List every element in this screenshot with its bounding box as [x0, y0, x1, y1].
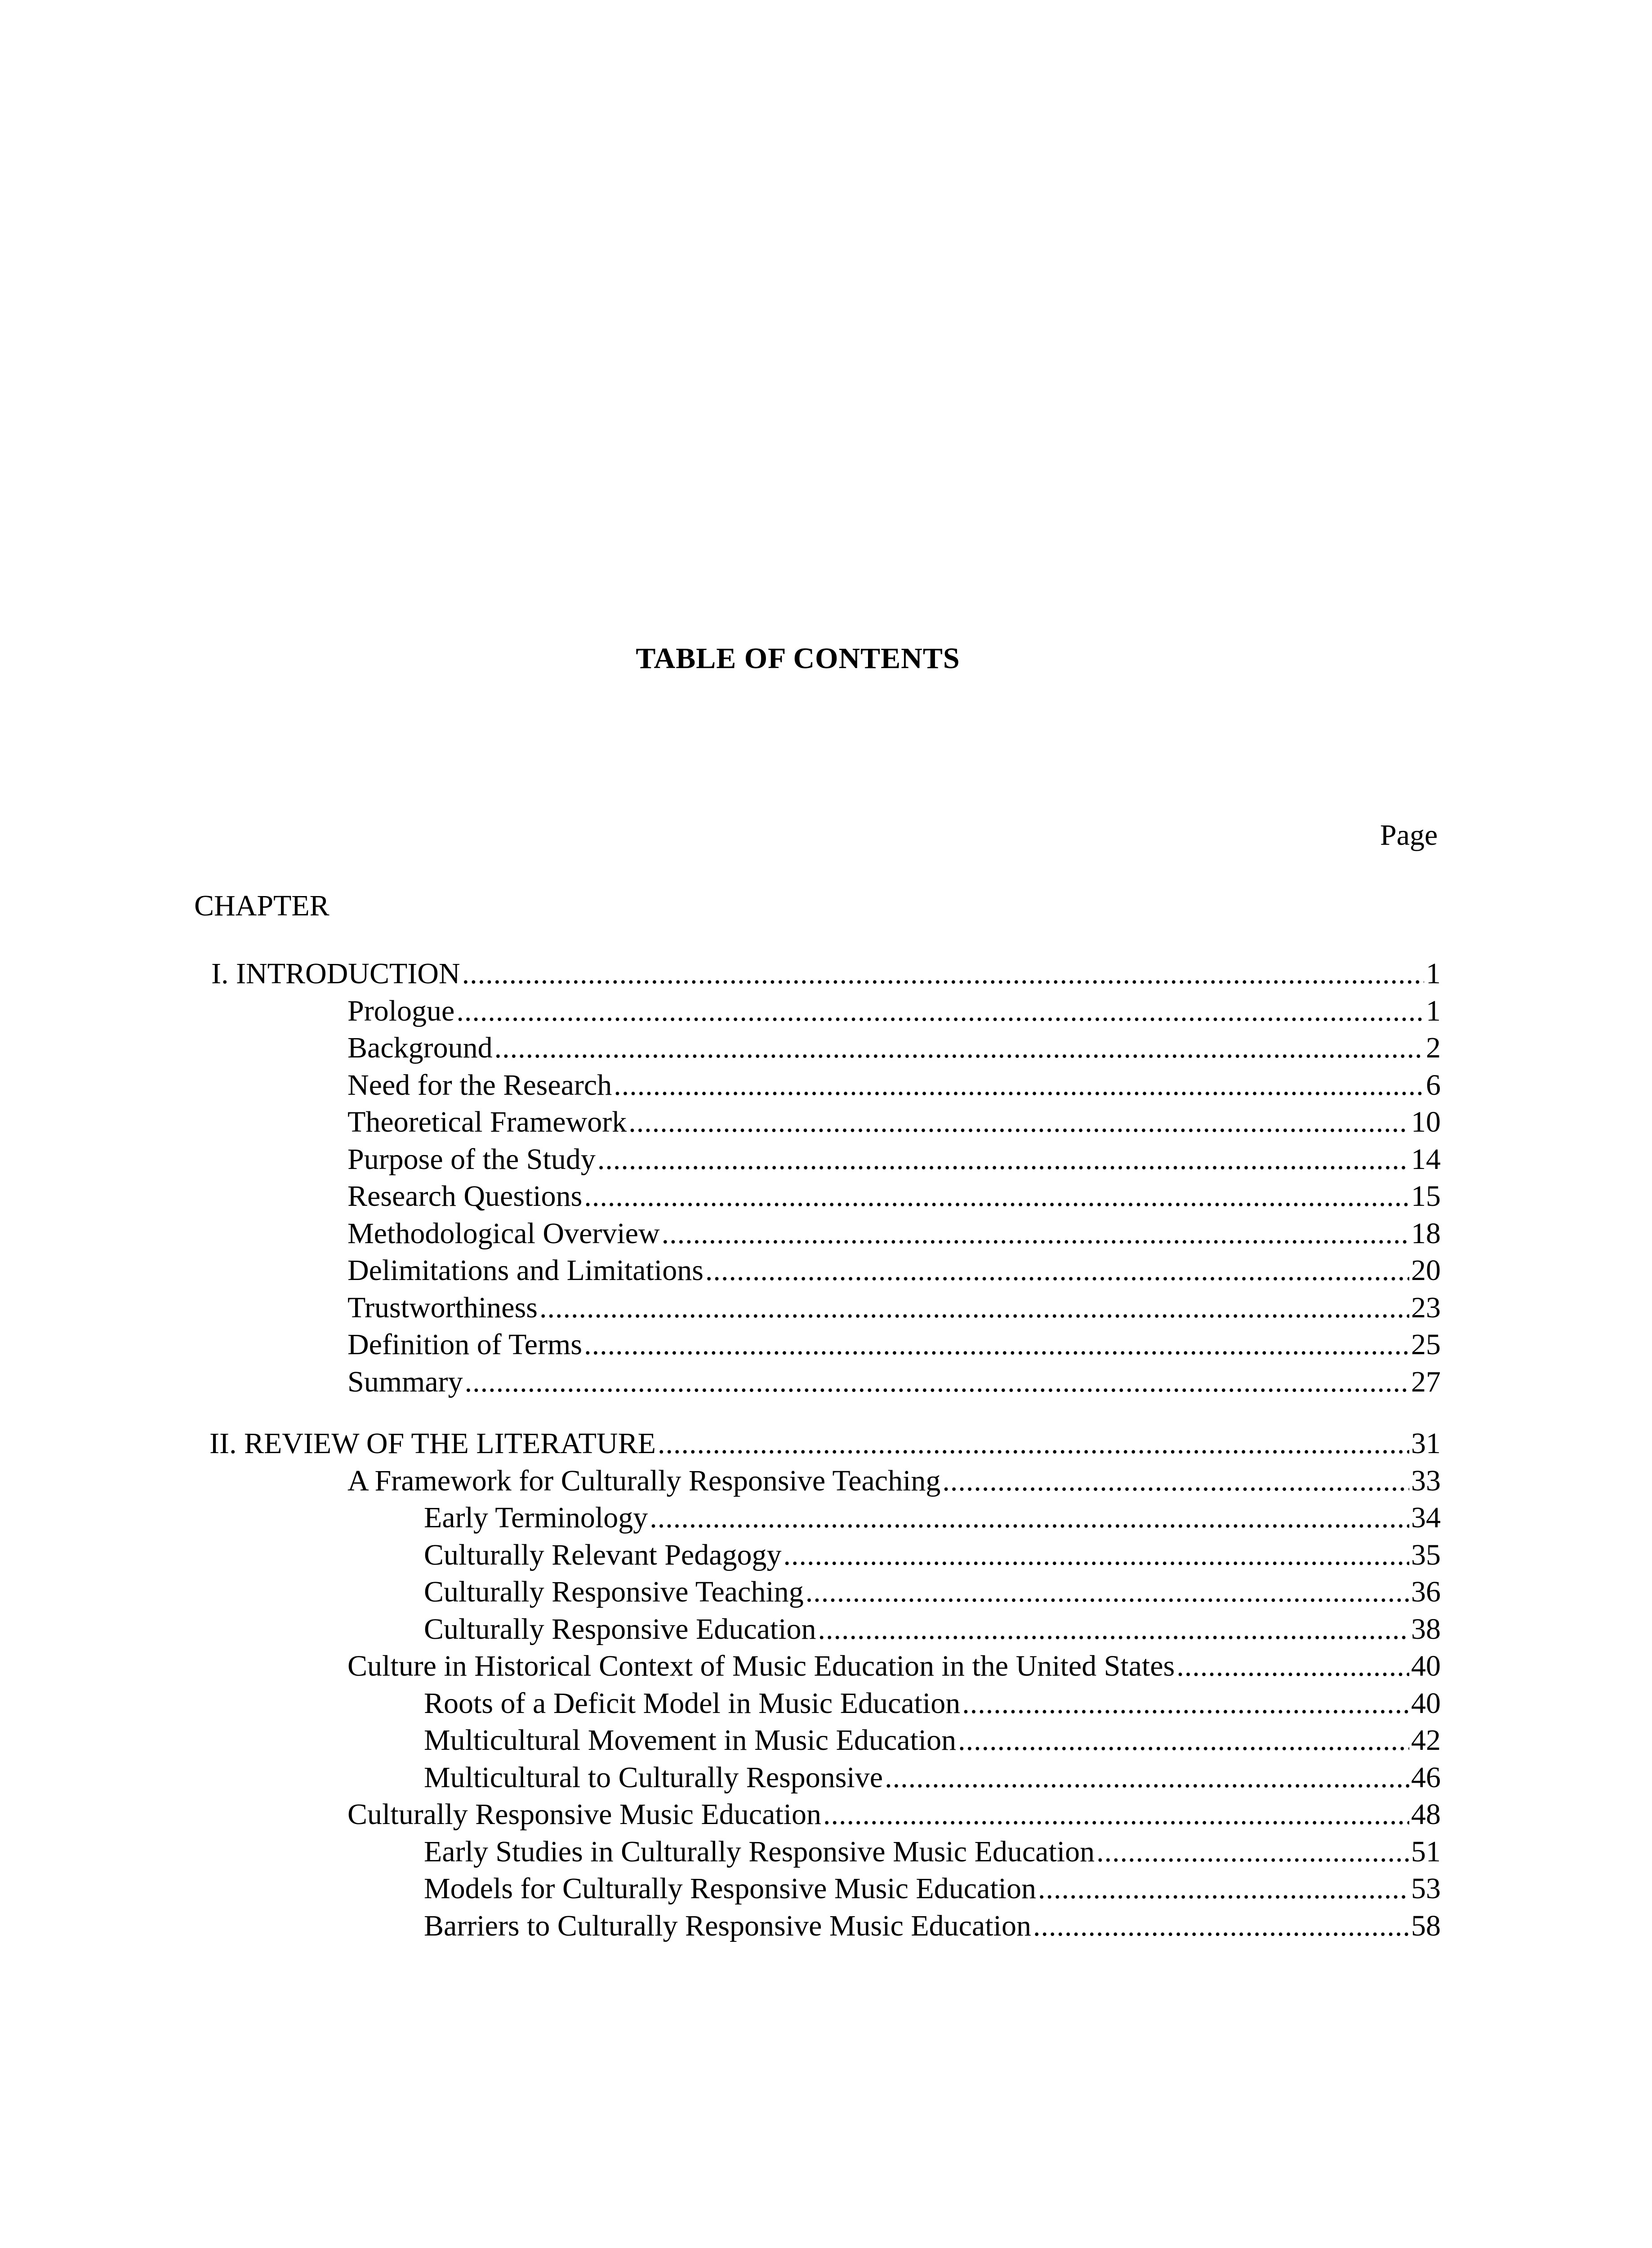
toc-section-entry[interactable]	[0, 1030, 1441, 1067]
leader-dots	[658, 1425, 1409, 1463]
toc-chapter-heading[interactable]	[0, 1425, 1441, 1463]
leader-dots	[462, 955, 1424, 993]
toc-page-number: 35	[1411, 1538, 1441, 1571]
toc-section-entry[interactable]	[0, 1178, 1441, 1215]
toc-page-number: 33	[1411, 1464, 1441, 1497]
toc-subsection-entry[interactable]	[0, 1870, 1441, 1908]
toc-page-number: 48	[1411, 1798, 1441, 1831]
toc-entry-label: Definition of Terms	[347, 1328, 583, 1361]
leader-dots	[962, 1685, 1409, 1722]
toc-page-number: 38	[1411, 1612, 1441, 1646]
toc-page-number: 1	[1426, 957, 1441, 990]
leader-dots	[456, 993, 1424, 1030]
toc-section-entry[interactable]	[0, 1648, 1441, 1685]
toc-section-entry[interactable]	[0, 1364, 1441, 1401]
toc-entry-label: Multicultural Movement in Music Education	[424, 1724, 957, 1757]
leader-dots	[650, 1499, 1409, 1537]
toc-page-number: 42	[1411, 1724, 1441, 1757]
toc-page-number: 2	[1426, 1031, 1441, 1064]
toc-section-entry[interactable]	[0, 993, 1441, 1030]
toc-page-number: 25	[1411, 1328, 1441, 1361]
toc-page-number: 14	[1411, 1142, 1441, 1176]
toc-entry-label: Culturally Responsive Music Education	[347, 1798, 822, 1831]
leader-dots	[784, 1537, 1409, 1574]
leader-dots	[1176, 1648, 1409, 1685]
toc-page-number: 51	[1411, 1835, 1441, 1868]
toc-entry-label: Summary	[347, 1365, 463, 1398]
toc-entry-label: Prologue	[347, 994, 455, 1027]
toc-page-number: 40	[1411, 1686, 1441, 1720]
toc-section-entry[interactable]	[0, 1215, 1441, 1253]
leader-dots	[806, 1574, 1409, 1611]
toc-subsection-entry[interactable]	[0, 1685, 1441, 1722]
toc-entry-label: Culturally Responsive Teaching	[424, 1575, 804, 1608]
toc-entry-label: Methodological Overview	[347, 1217, 660, 1250]
toc-page-number: 36	[1411, 1575, 1441, 1608]
leader-dots	[628, 1104, 1409, 1141]
leader-dots	[539, 1289, 1409, 1327]
chapter-gap	[0, 1401, 1652, 1425]
toc-page-number: 40	[1411, 1650, 1441, 1682]
toc-section-entry[interactable]	[0, 1067, 1441, 1104]
toc-entry-label: Barriers to Culturally Responsive Music Education	[424, 1909, 1031, 1942]
toc-section-entry[interactable]	[0, 1104, 1441, 1141]
toc-page-number: 20	[1411, 1254, 1441, 1287]
toc-page-number: 46	[1411, 1761, 1441, 1794]
toc-entry-label: Early Terminology	[424, 1501, 648, 1534]
toc-entry-label: Theoretical Framework	[347, 1106, 627, 1138]
leader-dots	[823, 1796, 1409, 1833]
toc-entry-label: Culture in Historical Context of Music Education in the United States	[347, 1650, 1175, 1682]
toc-page-number: 15	[1411, 1180, 1441, 1213]
toc-entry-label: Purpose of the Study	[347, 1142, 596, 1176]
toc-subsection-entry[interactable]	[0, 1574, 1441, 1611]
toc-page-number: 27	[1411, 1365, 1441, 1398]
toc-entry-label: Roots of a Deficit Model in Music Education	[424, 1686, 961, 1720]
toc-page-number: 31	[1411, 1427, 1441, 1460]
leader-dots	[597, 1141, 1409, 1178]
leader-dots	[494, 1030, 1424, 1067]
toc-page-number: 18	[1411, 1217, 1441, 1250]
leader-dots	[818, 1611, 1409, 1648]
leader-dots	[705, 1252, 1409, 1289]
toc-entry-label: II. REVIEW OF THE LITERATURE	[209, 1427, 656, 1460]
leader-dots	[614, 1067, 1424, 1104]
toc-entry-label: Multicultural to Culturally Responsive	[424, 1761, 883, 1794]
toc-section-entry[interactable]	[0, 1141, 1441, 1178]
toc-entry-label: Early Studies in Culturally Responsive Music Education	[424, 1835, 1095, 1868]
toc-section-entry[interactable]	[0, 1463, 1441, 1500]
toc-list	[0, 955, 1652, 1945]
toc-section-entry[interactable]	[0, 1796, 1441, 1833]
leader-dots	[942, 1463, 1409, 1500]
chapter-column-label: CHAPTER	[194, 889, 330, 922]
toc-page-number: 23	[1411, 1291, 1441, 1324]
toc-chapter-heading[interactable]	[0, 955, 1441, 993]
toc-subsection-entry[interactable]	[0, 1537, 1441, 1574]
toc-entry-label: Models for Culturally Responsive Music Education	[424, 1872, 1036, 1905]
leader-dots	[1033, 1908, 1409, 1945]
toc-subsection-entry[interactable]	[0, 1499, 1441, 1537]
toc-entry-label: I. INTRODUCTION	[211, 957, 460, 990]
leader-dots	[465, 1364, 1409, 1401]
toc-page-number: 6	[1426, 1068, 1441, 1102]
toc-entry-label: Delimitations and Limitations	[347, 1254, 704, 1287]
toc-section-entry[interactable]	[0, 1289, 1441, 1327]
toc-page-number: 10	[1411, 1106, 1441, 1138]
toc-entry-label: Culturally Relevant Pedagogy	[424, 1538, 782, 1571]
toc-page-number: 58	[1411, 1909, 1441, 1942]
toc-entry-label: Need for the Research	[347, 1068, 612, 1102]
toc-page-number: 1	[1426, 994, 1441, 1027]
leader-dots	[1038, 1870, 1409, 1908]
toc-entry-label: A Framework for Culturally Responsive Teaching	[347, 1464, 941, 1497]
toc-entry-label: Background	[347, 1031, 493, 1064]
page-title: TABLE OF CONTENTS	[636, 642, 960, 675]
leader-dots	[584, 1326, 1409, 1364]
toc-section-entry[interactable]	[0, 1252, 1441, 1289]
toc-subsection-entry[interactable]	[0, 1611, 1441, 1648]
toc-entry-label: Research Questions	[347, 1180, 583, 1213]
leader-dots	[958, 1722, 1409, 1759]
toc-entry-label: Culturally Responsive Education	[424, 1612, 816, 1646]
page-column-label: Page	[1380, 819, 1438, 852]
toc-page-number: 53	[1411, 1872, 1441, 1905]
toc-subsection-entry[interactable]	[0, 1833, 1441, 1871]
toc-page-number: 34	[1411, 1501, 1441, 1534]
leader-dots	[584, 1178, 1409, 1215]
toc-subsection-entry[interactable]	[0, 1722, 1441, 1759]
toc-subsection-entry[interactable]	[0, 1759, 1441, 1797]
leader-dots	[885, 1759, 1409, 1797]
toc-section-entry[interactable]	[0, 1326, 1441, 1364]
toc-subsection-entry[interactable]	[0, 1908, 1441, 1945]
leader-dots	[662, 1215, 1409, 1253]
leader-dots	[1096, 1833, 1409, 1871]
toc-entry-label: Trustworthiness	[347, 1291, 538, 1324]
